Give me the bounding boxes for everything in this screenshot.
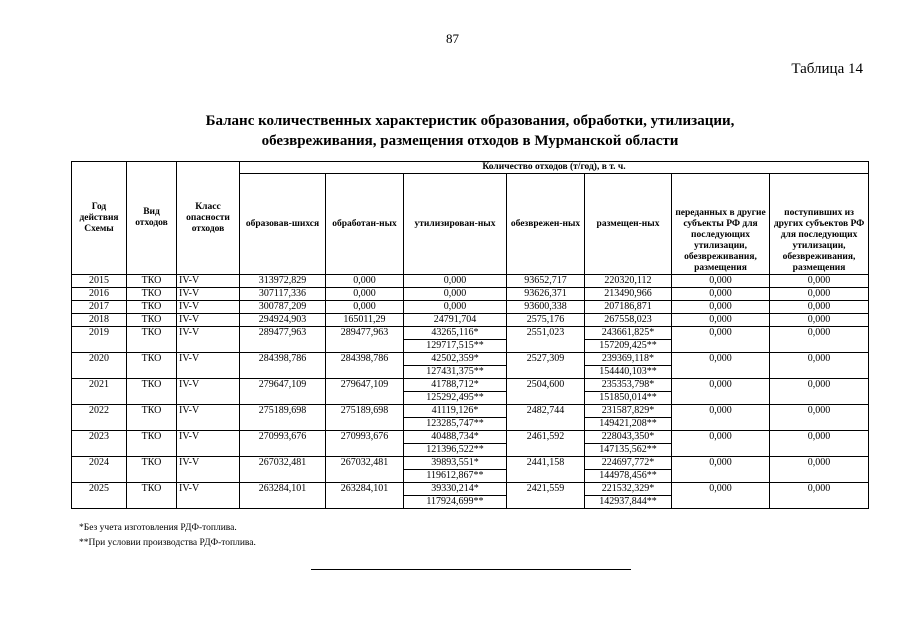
footnotes (79, 521, 256, 551)
cell-waste-type: ТКО (127, 353, 177, 379)
cell-processed: 279647,109 (326, 379, 404, 405)
cell-processed: 275189,698 (326, 405, 404, 431)
cell-waste-type: ТКО (127, 405, 177, 431)
waste-balance-table (71, 161, 869, 509)
cell-waste-type: ТКО (127, 275, 177, 288)
header-waste-type: Вид отходов (127, 162, 177, 275)
cell-placed-without-rdf: 221532,329* (585, 483, 672, 496)
header-received: поступивших из других субъектов РФ для последующих утилизации, обезвреживания, размещения (770, 174, 869, 275)
table-row (72, 431, 869, 444)
page-number: 87 (446, 31, 459, 46)
table-row (72, 379, 869, 392)
cell-placed-without-rdf: 231587,829* (585, 405, 672, 418)
table-row (72, 483, 869, 496)
cell-received: 0,000 (770, 275, 869, 288)
cell-utilized-with-rdf: 117924,699** (404, 496, 507, 509)
cell-processed: 165011,29 (326, 314, 404, 327)
header-quantity-group: Количество отходов (т/год), в т. ч. (240, 162, 869, 174)
cell-transferred: 0,000 (672, 275, 770, 288)
cell-generated: 267032,481 (240, 457, 326, 483)
document-title (100, 111, 840, 151)
cell-processed: 289477,963 (326, 327, 404, 353)
title-line-2: обезвреживания, размещения отходов в Мурманской области (261, 133, 679, 149)
cell-placed: 220320,112 (585, 275, 672, 288)
cell-hazard-class: IV-V (177, 405, 240, 431)
header-year: Год действия Схемы (72, 162, 127, 275)
cell-utilized-without-rdf: 42502,359* (404, 353, 507, 366)
cell-neutralized: 2461,592 (507, 431, 585, 457)
header-neutralized: обезврежен-ных (507, 174, 585, 275)
cell-neutralized: 2441,158 (507, 457, 585, 483)
cell-processed: 0,000 (326, 288, 404, 301)
footnote-1: *Без учета изготовления РДФ-топлива. (79, 523, 237, 533)
title-line-1: Баланс количественных характеристик образования, обработки, утилизации, (205, 113, 735, 129)
table-row (72, 457, 869, 470)
table-body (72, 275, 869, 509)
cell-processed: 270993,676 (326, 431, 404, 457)
cell-neutralized: 2504,600 (507, 379, 585, 405)
cell-hazard-class: IV-V (177, 457, 240, 483)
cell-placed-with-rdf: 144978,456** (585, 470, 672, 483)
cell-processed: 284398,786 (326, 353, 404, 379)
cell-hazard-class: IV-V (177, 301, 240, 314)
cell-year: 2020 (72, 353, 127, 379)
cell-processed: 0,000 (326, 275, 404, 288)
cell-received: 0,000 (770, 457, 869, 483)
header-utilized: утилизирован-ных (404, 174, 507, 275)
cell-utilized: 0,000 (404, 275, 507, 288)
cell-utilized-without-rdf: 39893,551* (404, 457, 507, 470)
cell-neutralized: 2527,309 (507, 353, 585, 379)
cell-received: 0,000 (770, 314, 869, 327)
cell-waste-type: ТКО (127, 483, 177, 509)
cell-year: 2024 (72, 457, 127, 483)
table-row (72, 314, 869, 327)
cell-transferred: 0,000 (672, 405, 770, 431)
cell-waste-type: ТКО (127, 314, 177, 327)
header-transferred: переданных в другие субъекты РФ для последующих утилизации, обезвреживания, размещения (672, 174, 770, 275)
cell-transferred: 0,000 (672, 379, 770, 405)
cell-utilized-with-rdf: 127431,375** (404, 366, 507, 379)
cell-utilized-with-rdf: 121396,522** (404, 444, 507, 457)
cell-placed-without-rdf: 235353,798* (585, 379, 672, 392)
cell-received: 0,000 (770, 353, 869, 379)
cell-waste-type: ТКО (127, 301, 177, 314)
cell-neutralized: 93600,338 (507, 301, 585, 314)
cell-placed-without-rdf: 239369,118* (585, 353, 672, 366)
cell-hazard-class: IV-V (177, 431, 240, 457)
table-row (72, 405, 869, 418)
table-row (72, 301, 869, 314)
cell-utilized-without-rdf: 40488,734* (404, 431, 507, 444)
cell-placed: 207186,871 (585, 301, 672, 314)
cell-transferred: 0,000 (672, 314, 770, 327)
cell-hazard-class: IV-V (177, 275, 240, 288)
cell-utilized-with-rdf: 119612,867** (404, 470, 507, 483)
cell-placed-without-rdf: 228043,350* (585, 431, 672, 444)
cell-generated: 284398,786 (240, 353, 326, 379)
cell-received: 0,000 (770, 483, 869, 509)
cell-transferred: 0,000 (672, 288, 770, 301)
cell-processed: 267032,481 (326, 457, 404, 483)
cell-placed-without-rdf: 243661,825* (585, 327, 672, 340)
cell-hazard-class: IV-V (177, 483, 240, 509)
table-row (72, 327, 869, 340)
cell-transferred: 0,000 (672, 483, 770, 509)
cell-placed-with-rdf: 142937,844** (585, 496, 672, 509)
cell-generated: 300787,209 (240, 301, 326, 314)
table-row (72, 275, 869, 288)
cell-utilized: 0,000 (404, 288, 507, 301)
cell-placed-with-rdf: 154440,103** (585, 366, 672, 379)
cell-received: 0,000 (770, 288, 869, 301)
cell-generated: 307117,336 (240, 288, 326, 301)
footnote-2: **При условии производства РДФ-топлива. (79, 538, 256, 548)
header-hazard-class: Класс опасности отходов (177, 162, 240, 275)
cell-year: 2018 (72, 314, 127, 327)
cell-placed-with-rdf: 157209,425** (585, 340, 672, 353)
header-placed: размещен-ных (585, 174, 672, 275)
cell-received: 0,000 (770, 301, 869, 314)
cell-neutralized: 2575,176 (507, 314, 585, 327)
table-label: Таблица 14 (791, 61, 863, 77)
table-header (72, 162, 869, 275)
cell-year: 2019 (72, 327, 127, 353)
cell-processed: 0,000 (326, 301, 404, 314)
cell-hazard-class: IV-V (177, 379, 240, 405)
cell-hazard-class: IV-V (177, 327, 240, 353)
cell-utilized-with-rdf: 125292,495** (404, 392, 507, 405)
cell-placed-with-rdf: 151850,014** (585, 392, 672, 405)
cell-placed: 267558,023 (585, 314, 672, 327)
cell-waste-type: ТКО (127, 288, 177, 301)
cell-received: 0,000 (770, 327, 869, 353)
cell-waste-type: ТКО (127, 379, 177, 405)
cell-hazard-class: IV-V (177, 288, 240, 301)
cell-neutralized: 93652,717 (507, 275, 585, 288)
cell-generated: 294924,903 (240, 314, 326, 327)
cell-waste-type: ТКО (127, 457, 177, 483)
cell-processed: 263284,101 (326, 483, 404, 509)
cell-generated: 289477,963 (240, 327, 326, 353)
cell-transferred: 0,000 (672, 431, 770, 457)
cell-neutralized: 93626,371 (507, 288, 585, 301)
cell-transferred: 0,000 (672, 457, 770, 483)
cell-hazard-class: IV-V (177, 314, 240, 327)
cell-generated: 279647,109 (240, 379, 326, 405)
cell-utilized-without-rdf: 43265,116* (404, 327, 507, 340)
cell-year: 2025 (72, 483, 127, 509)
cell-transferred: 0,000 (672, 353, 770, 379)
cell-year: 2022 (72, 405, 127, 431)
cell-received: 0,000 (770, 379, 869, 405)
cell-utilized-without-rdf: 39330,214* (404, 483, 507, 496)
cell-utilized-without-rdf: 41788,712* (404, 379, 507, 392)
cell-generated: 263284,101 (240, 483, 326, 509)
cell-transferred: 0,000 (672, 301, 770, 314)
cell-neutralized: 2551,023 (507, 327, 585, 353)
header-generated: образовав-шихся (240, 174, 326, 275)
cell-year: 2023 (72, 431, 127, 457)
cell-utilized-with-rdf: 129717,515** (404, 340, 507, 353)
cell-placed: 213490,966 (585, 288, 672, 301)
cell-year: 2015 (72, 275, 127, 288)
cell-placed-with-rdf: 149421,208** (585, 418, 672, 431)
cell-received: 0,000 (770, 431, 869, 457)
cell-utilized: 24791,704 (404, 314, 507, 327)
cell-utilized: 0,000 (404, 301, 507, 314)
cell-hazard-class: IV-V (177, 353, 240, 379)
table-row (72, 288, 869, 301)
header-processed: обработан-ных (326, 174, 404, 275)
cell-placed-with-rdf: 147135,562** (585, 444, 672, 457)
cell-year: 2017 (72, 301, 127, 314)
cell-year: 2016 (72, 288, 127, 301)
cell-placed-without-rdf: 224697,772* (585, 457, 672, 470)
cell-transferred: 0,000 (672, 327, 770, 353)
cell-generated: 275189,698 (240, 405, 326, 431)
table-row (72, 353, 869, 366)
cell-generated: 270993,676 (240, 431, 326, 457)
separator-line (311, 569, 631, 570)
cell-waste-type: ТКО (127, 327, 177, 353)
cell-neutralized: 2482,744 (507, 405, 585, 431)
cell-waste-type: ТКО (127, 431, 177, 457)
cell-generated: 313972,829 (240, 275, 326, 288)
cell-received: 0,000 (770, 405, 869, 431)
cell-utilized-without-rdf: 41119,126* (404, 405, 507, 418)
cell-year: 2021 (72, 379, 127, 405)
cell-neutralized: 2421,559 (507, 483, 585, 509)
cell-utilized-with-rdf: 123285,747** (404, 418, 507, 431)
